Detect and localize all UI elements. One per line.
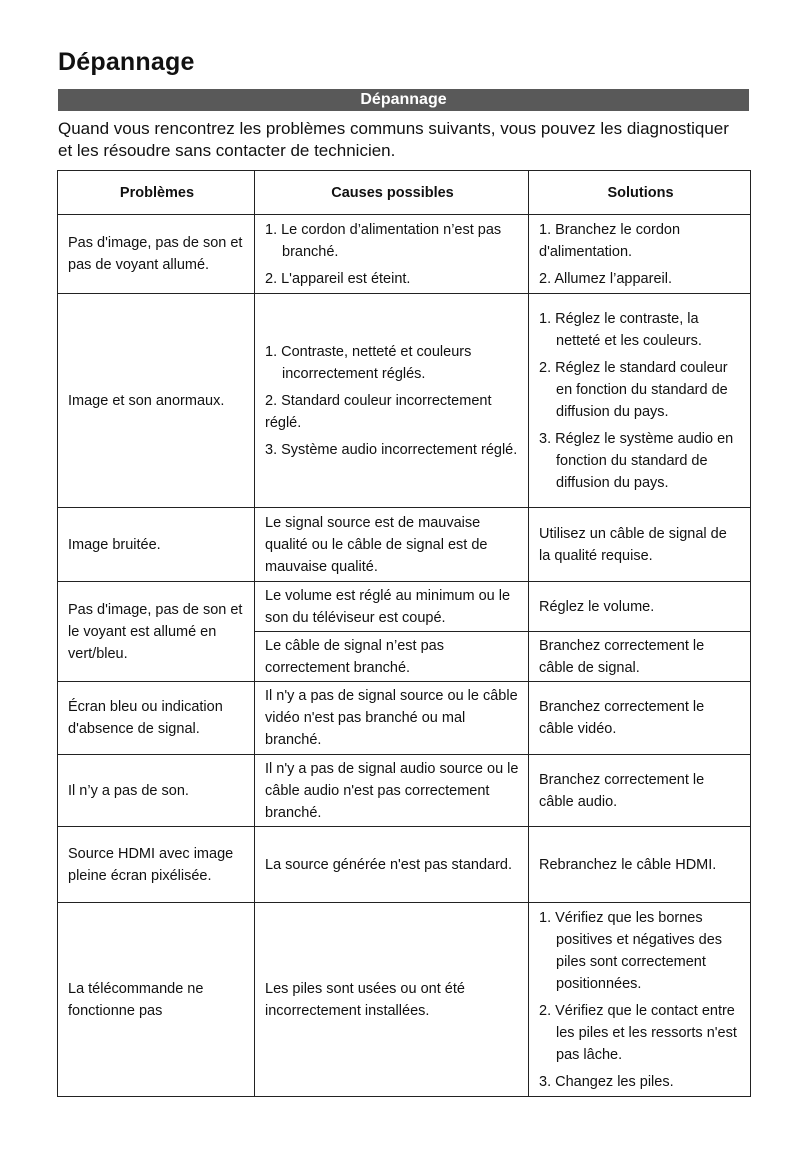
solution-item: 2. Vérifiez que le contact entre les piles et les ressorts n'est pas lâche. <box>539 1002 737 1063</box>
cause-item: 3. Système audio incorrectement réglé. <box>265 441 518 458</box>
table-header-row <box>58 171 751 215</box>
solutions-cell <box>529 903 751 1097</box>
causes-cell: Le signal source est de mauvaise qualité ou le câble de signal est de mauvaise qualité. <box>255 508 529 582</box>
problem-cell: Pas d'image, pas de son et pas de voyant allumé. <box>58 215 255 294</box>
table-row <box>58 755 751 827</box>
table-row <box>58 294 751 508</box>
causes-cell <box>255 294 529 508</box>
problem-cell: Source HDMI avec image pleine écran pixélisée. <box>58 827 255 903</box>
solutions-cell: Branchez correctement le câble audio. <box>529 755 751 827</box>
problem-cell: Image et son anormaux. <box>58 294 255 508</box>
cause-item: 2. Standard couleur incorrectement réglé. <box>265 392 492 431</box>
table-row <box>58 682 751 755</box>
causes-cell: Il n'y a pas de signal source ou le câble vidéo n'est pas branché ou mal branché. <box>255 682 529 755</box>
cause-item: 1. Le cordon d’alimentation n’est pas branché. <box>265 221 502 260</box>
causes-cell: La source générée n'est pas standard. <box>255 827 529 903</box>
problem-cell: La télécommande ne fonctionne pas <box>58 903 255 1097</box>
cause-item: 1. Contraste, netteté et couleurs incorrectement réglés. <box>265 343 472 382</box>
table-row <box>58 827 751 903</box>
problem-cell: Écran bleu ou indication d'absence de signal. <box>58 682 255 755</box>
table-row <box>58 903 751 1097</box>
causes-cell: Il n'y a pas de signal audio source ou le câble audio n'est pas correctement branché. <box>255 755 529 827</box>
problem-cell: Pas d'image, pas de son et le voyant est allumé en vert/bleu. <box>58 582 255 682</box>
problem-cell: Il n’y a pas de son. <box>58 755 255 827</box>
solution-item: 3. Réglez le système audio en fonction du standard de diffusion du pays. <box>539 430 734 491</box>
intro-paragraph: Quand vous rencontrez les problèmes communs suivants, vous pouvez les diagnostiquer et les résoudre sans contacter de technicien. <box>58 119 729 160</box>
causes-cell: Les piles sont usées ou ont été incorrectement installées. <box>255 903 529 1097</box>
solution-item: 1. Réglez le contraste, la netteté et les couleurs. <box>539 310 702 349</box>
cause-item: 2. L'appareil est éteint. <box>265 270 411 287</box>
troubleshooting-table <box>57 170 751 1097</box>
solution-item: 2. Réglez le standard couleur en fonction du standard de diffusion du pays. <box>539 359 728 420</box>
header-solutions: Solutions <box>529 171 751 215</box>
table-row <box>58 582 751 632</box>
header-causes: Causes possibles <box>255 171 529 215</box>
table-row <box>58 215 751 294</box>
section-banner: Dépannage <box>58 89 749 111</box>
solutions-cell: Rebranchez le câble HDMI. <box>529 827 751 903</box>
problem-cell: Image bruitée. <box>58 508 255 582</box>
causes-cell: Le volume est réglé au minimum ou le son du téléviseur est coupé. <box>255 582 529 632</box>
solution-item: 1. Branchez le cordon d'alimentation. <box>539 221 681 260</box>
solutions-cell: Branchez correctement le câble vidéo. <box>529 682 751 755</box>
solution-item: 2. Allumez l’appareil. <box>539 270 672 287</box>
header-problems: Problèmes <box>58 171 255 215</box>
solutions-cell: Utilisez un câble de signal de la qualité requise. <box>529 508 751 582</box>
causes-cell <box>255 215 529 294</box>
solutions-cell: Réglez le volume. <box>529 582 751 632</box>
solutions-cell: Branchez correctement le câble de signal. <box>529 632 751 682</box>
solution-item: 3. Changez les piles. <box>539 1073 674 1090</box>
page-title: Dépannage <box>58 48 195 76</box>
causes-cell: Le câble de signal n’est pas correctement branché. <box>255 632 529 682</box>
table-row <box>58 508 751 582</box>
solutions-cell <box>529 294 751 508</box>
solution-item: 1. Vérifiez que les bornes positives et négatives des piles sont correctement positionnées. <box>539 909 723 992</box>
solutions-cell <box>529 215 751 294</box>
